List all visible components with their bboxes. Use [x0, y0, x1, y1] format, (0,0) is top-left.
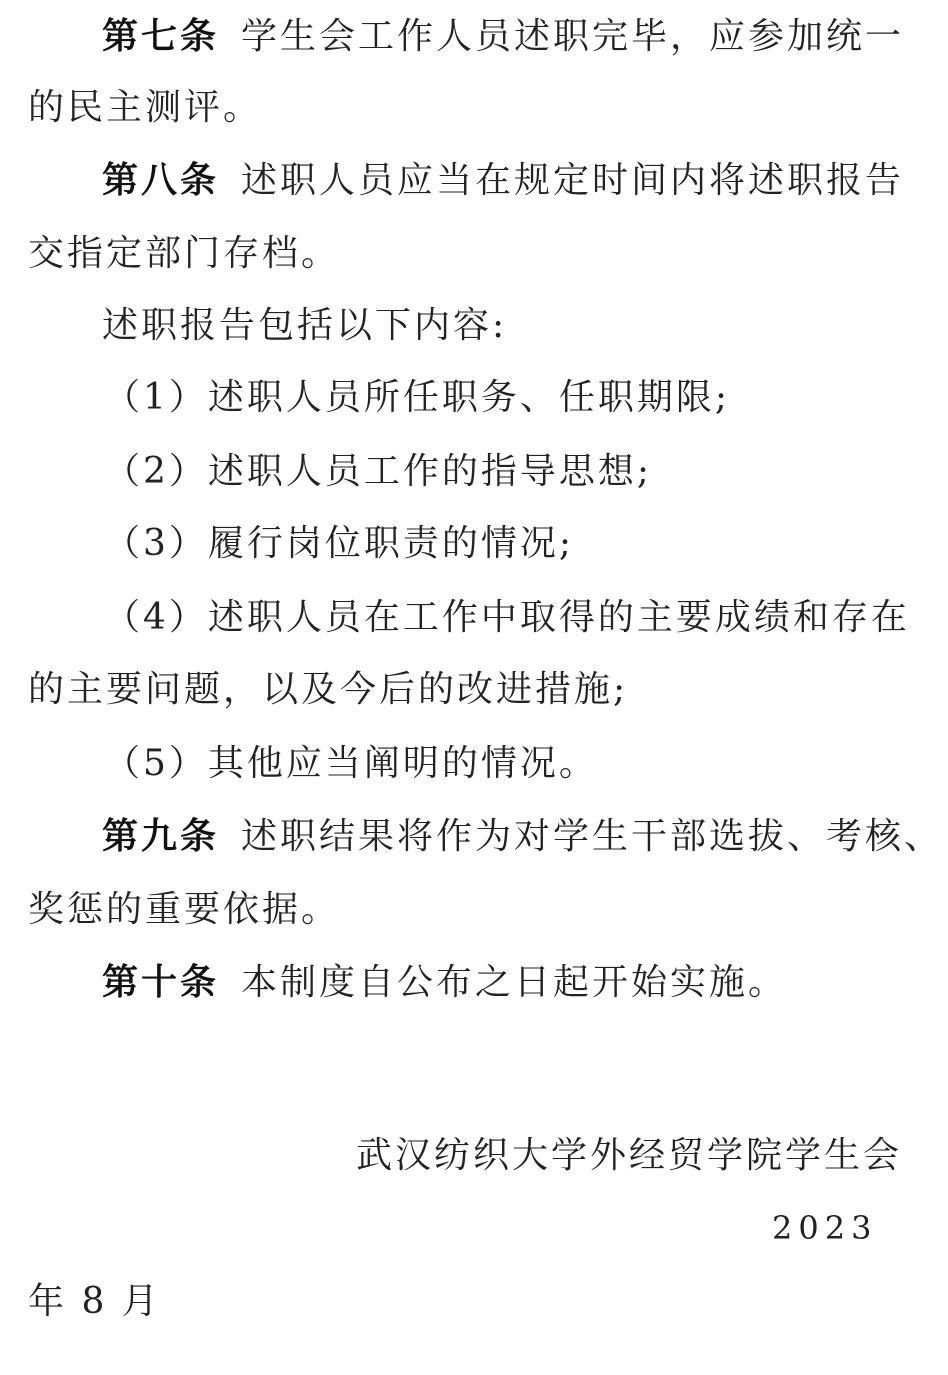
article-10-text: 本制度自公布之日起开始实施。 — [241, 962, 788, 1003]
report-item-4: （4）述职人员在工作中取得的主要成绩和存在 — [104, 597, 910, 638]
article-8-heading: 第八条 — [102, 159, 220, 201]
article-9-heading: 第九条 — [102, 815, 220, 857]
article-7-line-1 — [102, 14, 904, 59]
report-item-4-cont: 的主要问题，以及今后的改进措施; — [28, 669, 629, 710]
article-8-line-2: 交指定部门存档。 — [28, 233, 341, 274]
article-10-line-1 — [102, 960, 787, 1005]
report-item-3: （3）履行岗位职责的情况; — [104, 523, 575, 564]
signature-month: 年 8 月 — [28, 1281, 161, 1322]
report-item-2: （2）述职人员工作的指导思想; — [104, 451, 653, 492]
article-9-line-2: 奖惩的重要依据。 — [28, 889, 341, 930]
article-7-line-2: 的民主测评。 — [28, 87, 263, 128]
article-9-text: 述职结果将作为对学生干部选拔、考核、 — [241, 816, 944, 857]
article-9-line-1 — [102, 814, 943, 859]
report-item-1: （1）述职人员所任职务、任职期限; — [104, 377, 731, 418]
article-8-line-1 — [102, 158, 904, 203]
article-7-text: 学生会工作人员述职完毕，应参加统一 — [241, 16, 905, 57]
signature-organization: 武汉纺织大学外经贸学院学生会 — [356, 1135, 903, 1176]
article-8-text: 述职人员应当在规定时间内将述职报告 — [241, 160, 905, 201]
report-item-5: （5）其他应当阐明的情况。 — [104, 743, 598, 784]
signature-year: 2023 — [772, 1209, 878, 1247]
article-7-heading: 第七条 — [102, 15, 220, 57]
article-10-heading: 第十条 — [102, 961, 220, 1003]
report-intro: 述职报告包括以下内容: — [102, 305, 508, 346]
